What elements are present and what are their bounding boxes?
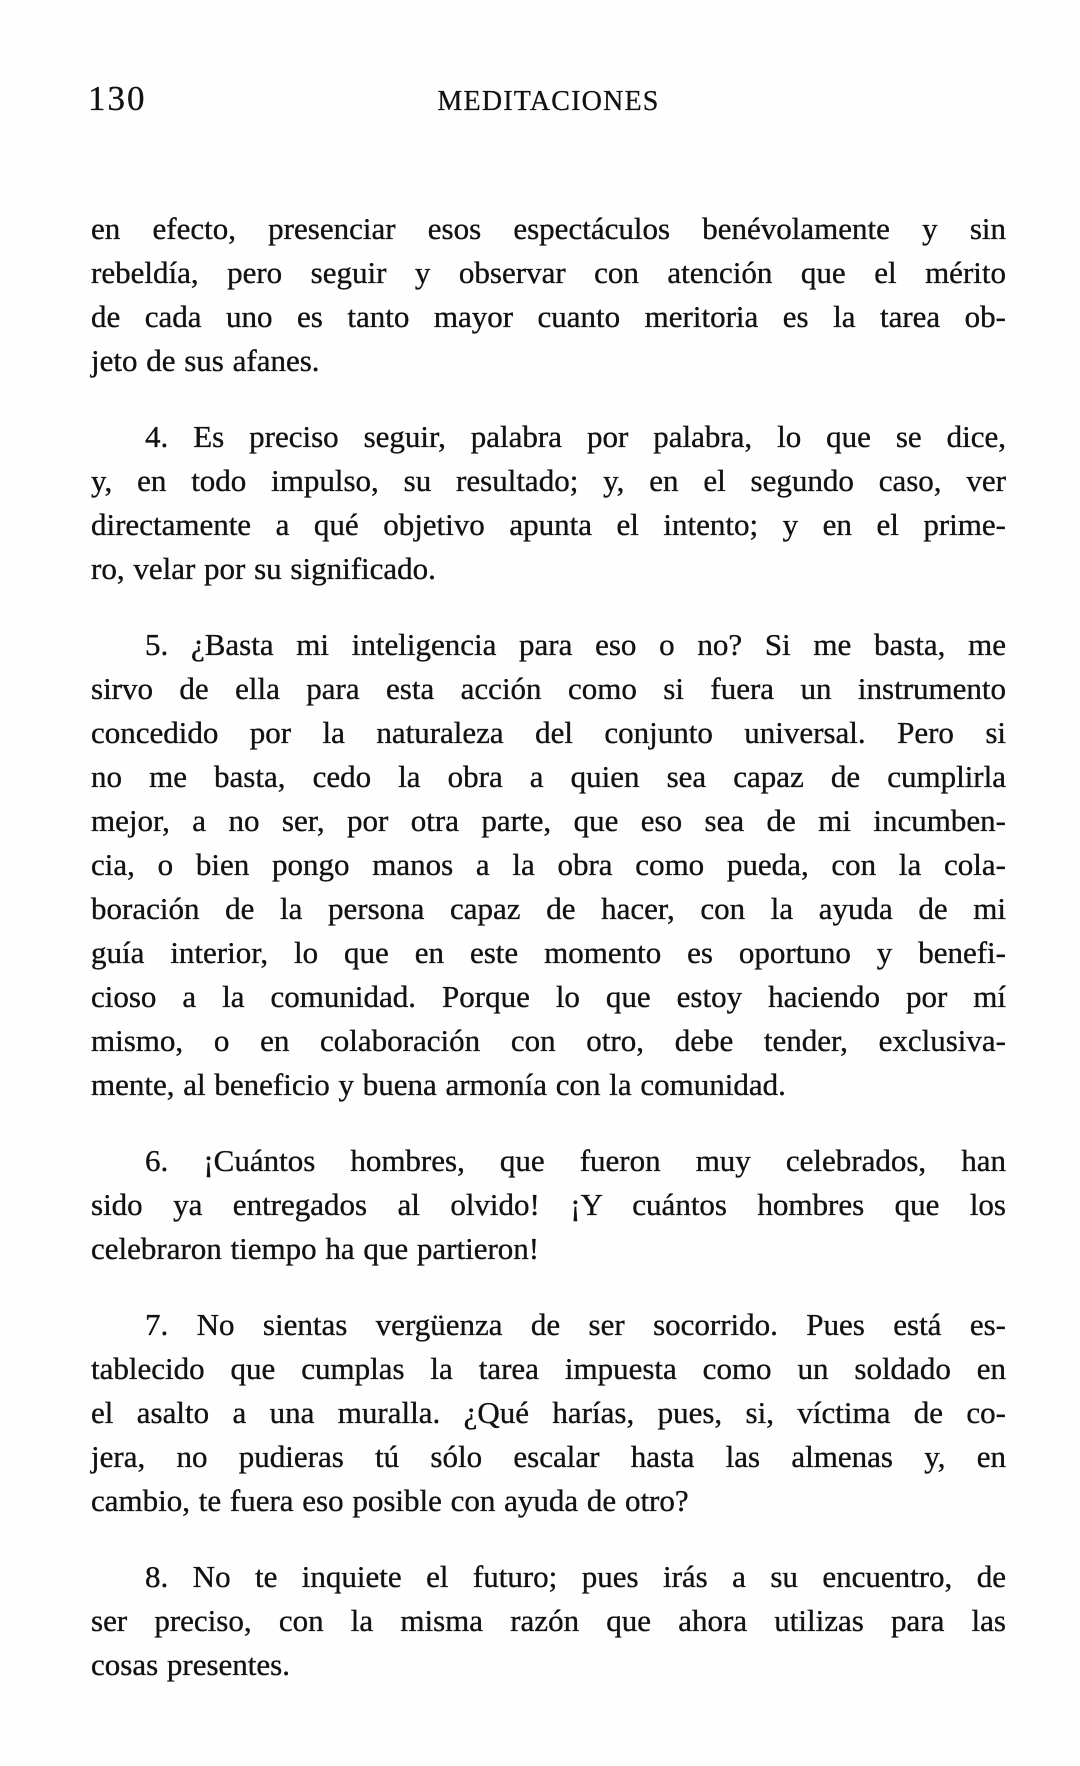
text-line: y, en todo impulso, su resultado; y, en el segundo caso, ver — [91, 463, 1006, 498]
text-line: mismo, o en colaboración con otro, debe tender, exclusiva- — [91, 1023, 1006, 1058]
text-line: rebeldía, pero seguir y observar con atención que el mérito — [91, 255, 1006, 290]
text-line: ser preciso, con la misma razón que ahora utilizas para las — [91, 1603, 1006, 1638]
text-line: ro, velar por su significado. — [91, 551, 436, 586]
text-line: de cada uno es tanto mayor cuanto meritoria es la tarea ob- — [91, 299, 1006, 334]
text-line: mejor, a no ser, por otra parte, que eso sea de mi incumben- — [91, 803, 1006, 838]
text-line: 4. Es preciso seguir, palabra por palabra, lo que se dice, — [145, 419, 1006, 454]
paragraph — [91, 415, 1006, 591]
text-line: 5. ¿Basta mi inteligencia para eso o no? Si me basta, me — [145, 627, 1006, 662]
text-line: concedido por la naturaleza del conjunto universal. Pero si — [91, 715, 1006, 750]
paragraph — [91, 1139, 1006, 1271]
text-line: cosas presentes. — [91, 1647, 290, 1682]
paragraph — [91, 1555, 1006, 1687]
text-line: mente, al beneficio y buena armonía con la comunidad. — [91, 1067, 786, 1102]
paragraph — [91, 207, 1006, 383]
running-head: MEDITACIONES — [437, 86, 660, 117]
text-line: 7. No sientas vergüenza de ser socorrido. Pues está es- — [145, 1307, 1006, 1342]
text-line: cia, o bien pongo manos a la obra como pueda, con la cola- — [91, 847, 1006, 882]
page-number: 130 — [88, 79, 147, 118]
text-line: jera, no pudieras tú sólo escalar hasta las almenas y, en — [91, 1439, 1006, 1474]
text-line: celebraron tiempo ha que partieron! — [91, 1231, 540, 1266]
page-body — [91, 207, 1006, 1687]
text-line: en efecto, presenciar esos espectáculos benévolamente y sin — [91, 211, 1006, 246]
text-line: boración de la persona capaz de hacer, con la ayuda de mi — [91, 891, 1006, 926]
text-line: cambio, te fuera eso posible con ayuda de otro? — [91, 1483, 689, 1518]
text-line: 6. ¡Cuántos hombres, que fueron muy celebrados, han — [145, 1143, 1006, 1178]
paragraph — [91, 623, 1006, 1107]
text-line: el asalto a una muralla. ¿Qué harías, pues, si, víctima de co- — [91, 1395, 1006, 1430]
page-header — [88, 76, 1006, 122]
text-line: 8. No te inquiete el futuro; pues irás a su encuentro, de — [145, 1559, 1006, 1594]
text-line: directamente a qué objetivo apunta el intento; y en el prime- — [91, 507, 1006, 542]
text-line: sido ya entregados al olvido! ¡Y cuántos hombres que los — [91, 1187, 1006, 1222]
text-line: no me basta, cedo la obra a quien sea capaz de cumplirla — [91, 759, 1006, 794]
paragraph — [91, 1303, 1006, 1523]
text-line: tablecido que cumplas la tarea impuesta como un soldado en — [91, 1351, 1006, 1386]
text-line: sirvo de ella para esta acción como si fuera un instrumento — [91, 671, 1006, 706]
text-line: jeto de sus afanes. — [91, 343, 320, 378]
text-line: guía interior, lo que en este momento es oportuno y benefi- — [91, 935, 1006, 970]
text-line: cioso a la comunidad. Porque lo que estoy haciendo por mí — [91, 979, 1006, 1014]
